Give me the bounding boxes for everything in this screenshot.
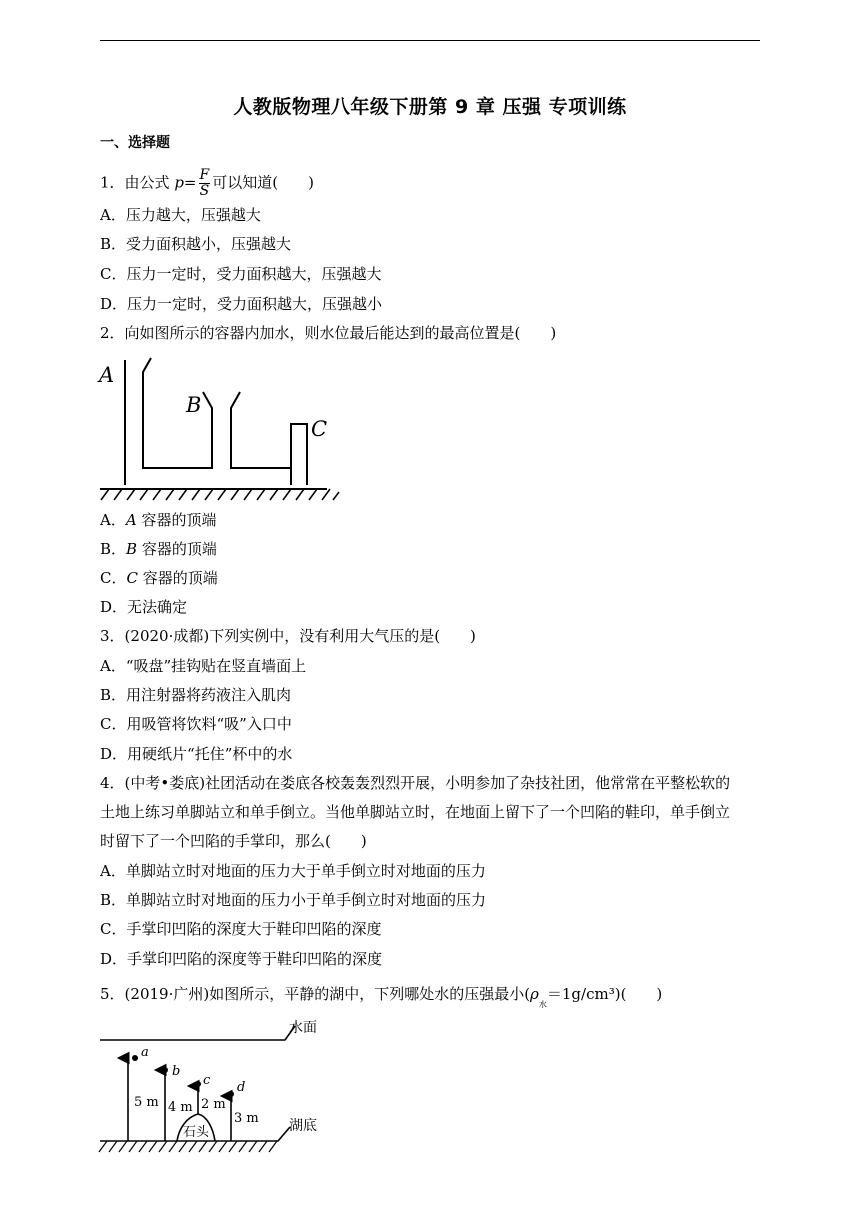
point-b [162, 1067, 168, 1073]
formula-equals: = [183, 173, 197, 192]
question-1-stem-prefix: 1．由公式 [100, 173, 175, 192]
point-b-label: b [172, 1064, 181, 1079]
question-5-stem [100, 984, 662, 1007]
q2-option-d-prefix: D． [100, 598, 128, 616]
question-4-stem-line-1: 4．(中考•娄底)社团活动在娄底各校轰轰烈烈开展，小明参加了杂技社团，他常常在平整松软的 [100, 774, 731, 792]
question-3-stem: 3．(2020·成都)下列实例中，没有利用大气压的是( ) [100, 627, 476, 645]
q1-option-d: D．压力一定时，受力面积越大，压强越小 [100, 295, 383, 313]
header-rule [100, 40, 760, 41]
q2-option-b-text: 容器的顶端 [137, 540, 217, 558]
ground-hatching [101, 489, 339, 500]
q2-option-b-prefix: B． [100, 540, 127, 558]
q4-option-a: A．单脚站立时对地面的压力大于单手倒立时对地面的压力 [100, 862, 486, 880]
rho-symbol: ρ [530, 985, 539, 1003]
lake-figure [95, 1012, 345, 1157]
q4-option-d: D．手掌印凹陷的深度等于鞋印凹陷的深度 [100, 950, 383, 968]
q1-option-b: B．受力面积越小，压强越大 [100, 235, 292, 253]
section-heading: 一、选择题 [100, 135, 170, 151]
q2-option-c-letter: C [126, 569, 138, 587]
q3-option-a: A．“吸盘”挂钩贴在竖直墙面上 [100, 657, 307, 675]
q3-option-c: C．用吸管将饮料“吸”入口中 [100, 715, 292, 733]
lake-bottom-label: 湖底 [289, 1118, 317, 1134]
depth-label-b: 4 m [168, 1100, 193, 1115]
q2-option-a [100, 510, 216, 530]
point-d-label: d [237, 1080, 246, 1095]
q3-option-b: B．用注射器将药液注入肌肉 [100, 686, 292, 704]
container-outline [125, 358, 307, 485]
point-c [195, 1081, 201, 1087]
bottom-hatching [99, 1141, 277, 1152]
q2-option-a-text: 容器的顶端 [136, 511, 217, 529]
rock-label: 石头 [183, 1125, 210, 1140]
q2-option-c [100, 568, 218, 588]
question-1-stem [100, 168, 314, 199]
q1-option-a: A．压力越大，压强越大 [100, 206, 261, 224]
q2-option-d [100, 597, 187, 617]
question-4-stem-line-3: 时留下了一个凹陷的手掌印，那么( ) [100, 832, 367, 850]
q2-option-c-text: 容器的顶端 [137, 569, 218, 587]
label-a: A [99, 363, 115, 387]
formula-denominator: S [199, 183, 210, 199]
q2-option-b [100, 539, 217, 559]
q2-option-c-prefix: C． [100, 569, 127, 587]
label-b: B [186, 393, 202, 417]
question-1-stem-suffix: 可以知道( ) [212, 173, 314, 192]
label-c: C [311, 417, 328, 441]
q4-option-b: B．单脚站立时对地面的压力小于单手倒立时对地面的压力 [100, 891, 487, 909]
formula-numerator: F [199, 167, 210, 183]
depth-label-a: 5 m [134, 1095, 159, 1110]
formula-lhs: p [174, 173, 184, 192]
question-5-stem-suffix: ＝1g/cm³)( ) [546, 985, 663, 1003]
rho-subscript: 水 [538, 1000, 547, 1009]
point-a [132, 1055, 138, 1061]
depth-label-c: 2 m [201, 1097, 226, 1112]
depth-label-d: 3 m [234, 1111, 259, 1126]
q2-option-a-letter: A [125, 511, 137, 529]
page-title: 人教版物理八年级下册第 9 章 压强 专项训练 [233, 96, 627, 118]
q2-option-d-text: 无法确定 [127, 598, 188, 616]
point-d [228, 1091, 234, 1097]
q3-option-d: D．用硬纸片“托住”杯中的水 [100, 745, 293, 763]
question-2-stem: 2．向如图所示的容器内加水，则水位最后能达到的最高位置是( ) [100, 324, 557, 342]
q4-option-c: C．手掌印凹陷的深度大于鞋印凹陷的深度 [100, 920, 382, 938]
formula-fraction [199, 168, 211, 199]
question-5-stem-prefix: 5．(2019·广州)如图所示，平静的湖中，下列哪处水的压强最小( [100, 985, 531, 1003]
point-c-label: c [203, 1073, 211, 1088]
water-surface-line [100, 1026, 295, 1040]
question-4-stem-line-2: 土地上练习单脚站立和单手倒立。当他单脚站立时，在地面上留下了一个凹陷的鞋印，单手倒立 [100, 803, 731, 821]
q2-option-b-letter: B [126, 540, 138, 558]
container-figure [95, 352, 345, 504]
water-surface-label: 水面 [289, 1020, 317, 1036]
q2-option-a-prefix: A． [100, 511, 126, 529]
q1-option-c: C．压力一定时，受力面积越大，压强越大 [100, 265, 382, 283]
point-a-label: a [141, 1045, 149, 1060]
